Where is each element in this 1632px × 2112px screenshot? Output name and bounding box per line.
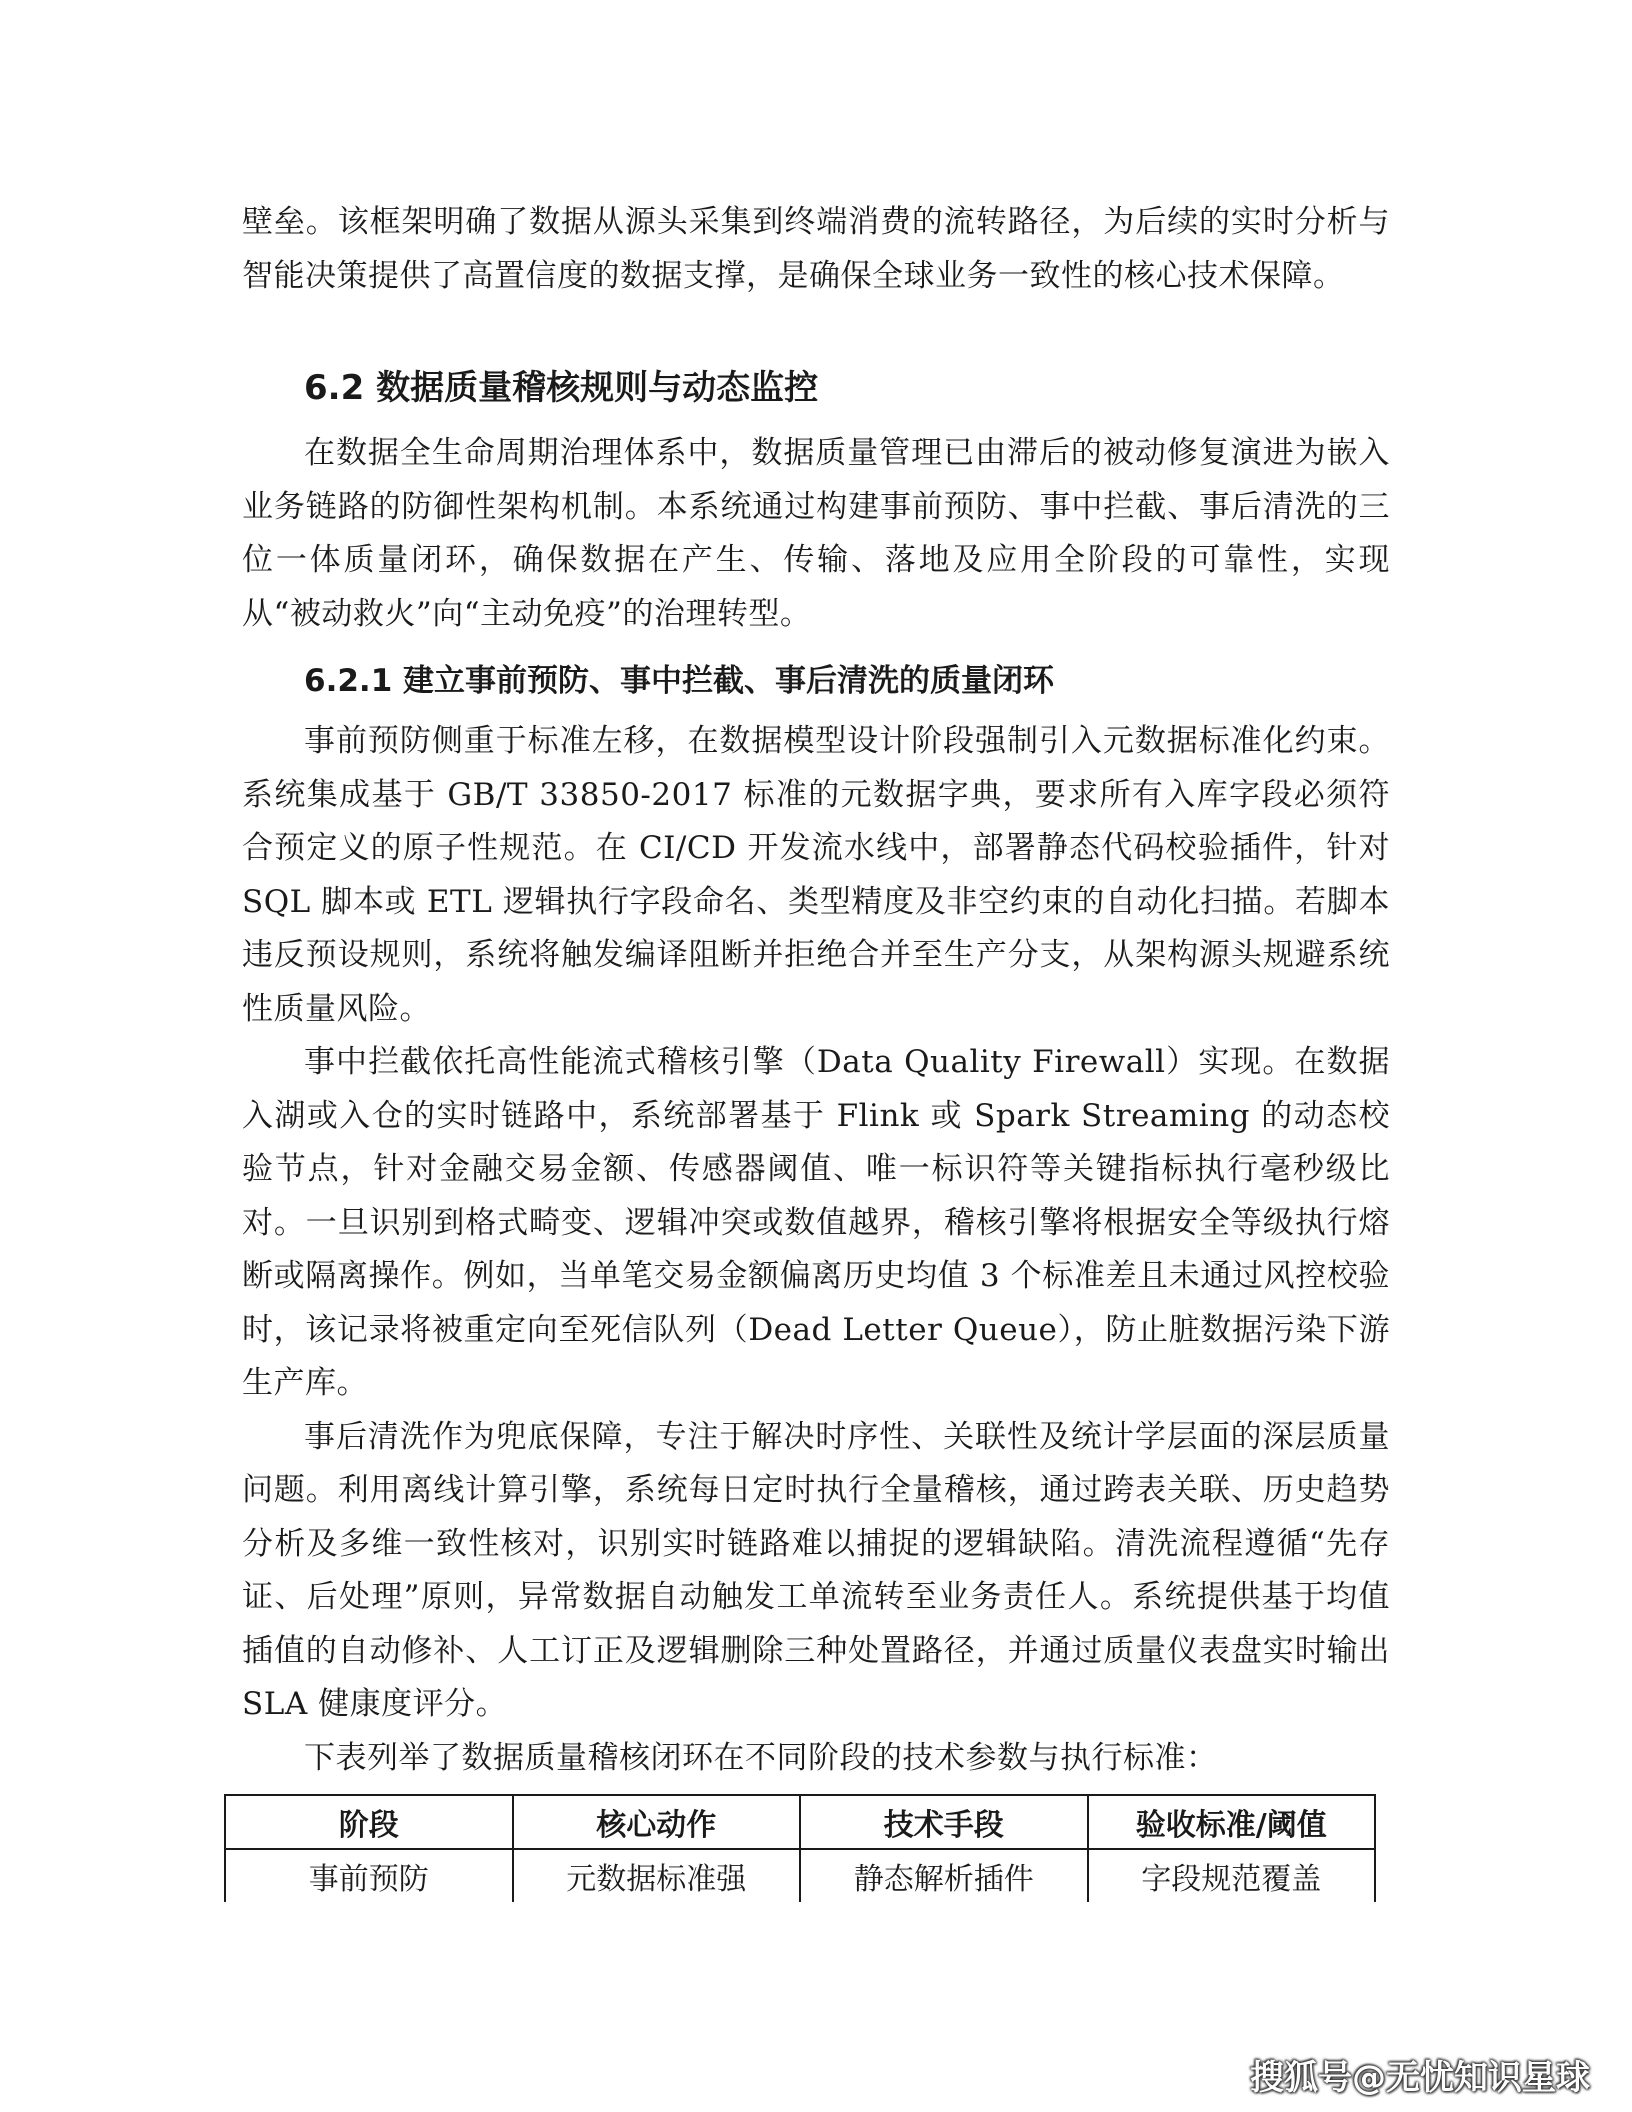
table-header-cell: 核心动作 — [513, 1795, 801, 1849]
table-cell: 元数据标准强 — [513, 1849, 801, 1902]
paragraph-section-intro: 在数据全生命周期治理体系中，数据质量管理已由滞后的被动修复演进为嵌入业务链路的防御性架构机制。本系统通过构建事前预防、事中拦截、事后清洗的三位一体质量闭环，确保数据在产生、传输、落地及应用全阶段的可靠性，实现从“被动救火”向“主动免疫”的治理转型。 — [242, 435, 1390, 632]
paragraph-table-intro: 下表列举了数据质量稽核闭环在不同阶段的技术参数与执行标准： — [304, 1739, 1218, 1776]
section-heading-6-2: 6.2 数据质量稽核规则与动态监控 — [304, 368, 819, 408]
subsection-heading-6-2-1: 6.2.1 建立事前预防、事中拦截、事后清洗的质量闭环 — [304, 663, 1055, 699]
paragraph-post-cleansing: 事后清洗作为兜底保障，专注于解决时序性、关联性及统计学层面的深层质量问题。利用离线计算引擎，系统每日定时执行全量稽核，通过跨表关联、历史趋势分析及多维一致性核对，识别实时链路难以捕捉的逻辑缺陷。清洗流程遵循“先存证、后处理”原则，异常数据自动触发工单流转至业务责任人。系统提供基于均值插值的自动修补、人工订正及逻辑删除三种处置路径，并通过质量仪表盘实时输出 SLA 健康度评分。 — [242, 1418, 1390, 1722]
table-cell: 静态解析插件 — [800, 1849, 1088, 1902]
table-row — [225, 1849, 1375, 1902]
quality-table — [224, 1794, 1376, 1902]
table-cell: 字段规范覆盖 — [1088, 1849, 1376, 1902]
paragraph-pre-prevention: 事前预防侧重于标准左移，在数据模型设计阶段强制引入元数据标准化约束。系统集成基于 GB/T 33850-2017 标准的元数据字典，要求所有入库字段必须符合预定义的原子性规范。在 CI/CD 开发流水线中，部署静态代码校验插件，针对 SQL 脚本或 ETL 逻辑执行字段命名、类型精度及非空约束的自动化扫描。若脚本违反预设规则，系统将触发编译阻断并拒绝合并至生产分支，从架构源头规避系统性质量风险。 — [242, 723, 1390, 1027]
table-header-cell: 技术手段 — [800, 1795, 1088, 1849]
table-header-row — [225, 1795, 1375, 1849]
watermark: 搜狐号@无忧知识星球 — [1250, 2058, 1590, 2098]
document-page — [242, 196, 1390, 1785]
paragraph-in-process-interception: 事中拦截依托高性能流式稽核引擎（Data Quality Firewall）实现。在数据入湖或入仓的实时链路中，系统部署基于 Flink 或 Spark Streaming 的动态校验节点，针对金融交易金额、传感器阈值、唯一标识符等关键指标执行毫秒级比对。一旦识别到格式畸变、逻辑冲突或数值越界，稽核引擎将根据安全等级执行熔断或隔离操作。例如，当单笔交易金额偏离历史均值 3 个标准差且未通过风控校验时，该记录将被重定向至死信队列（Dead Letter Queue），防止脏数据污染下游生产库。 — [242, 1044, 1390, 1401]
paragraph-intro-continuation: 壁垒。该框架明确了数据从源头采集到终端消费的流转路径，为后续的实时分析与智能决策提供了高置信度的数据支撑，是确保全球业务一致性的核心技术保障。 — [242, 204, 1390, 294]
table-header-cell: 阶段 — [225, 1795, 513, 1849]
table-header-cell: 验收标准/阈值 — [1088, 1795, 1376, 1849]
table-cell: 事前预防 — [225, 1849, 513, 1902]
